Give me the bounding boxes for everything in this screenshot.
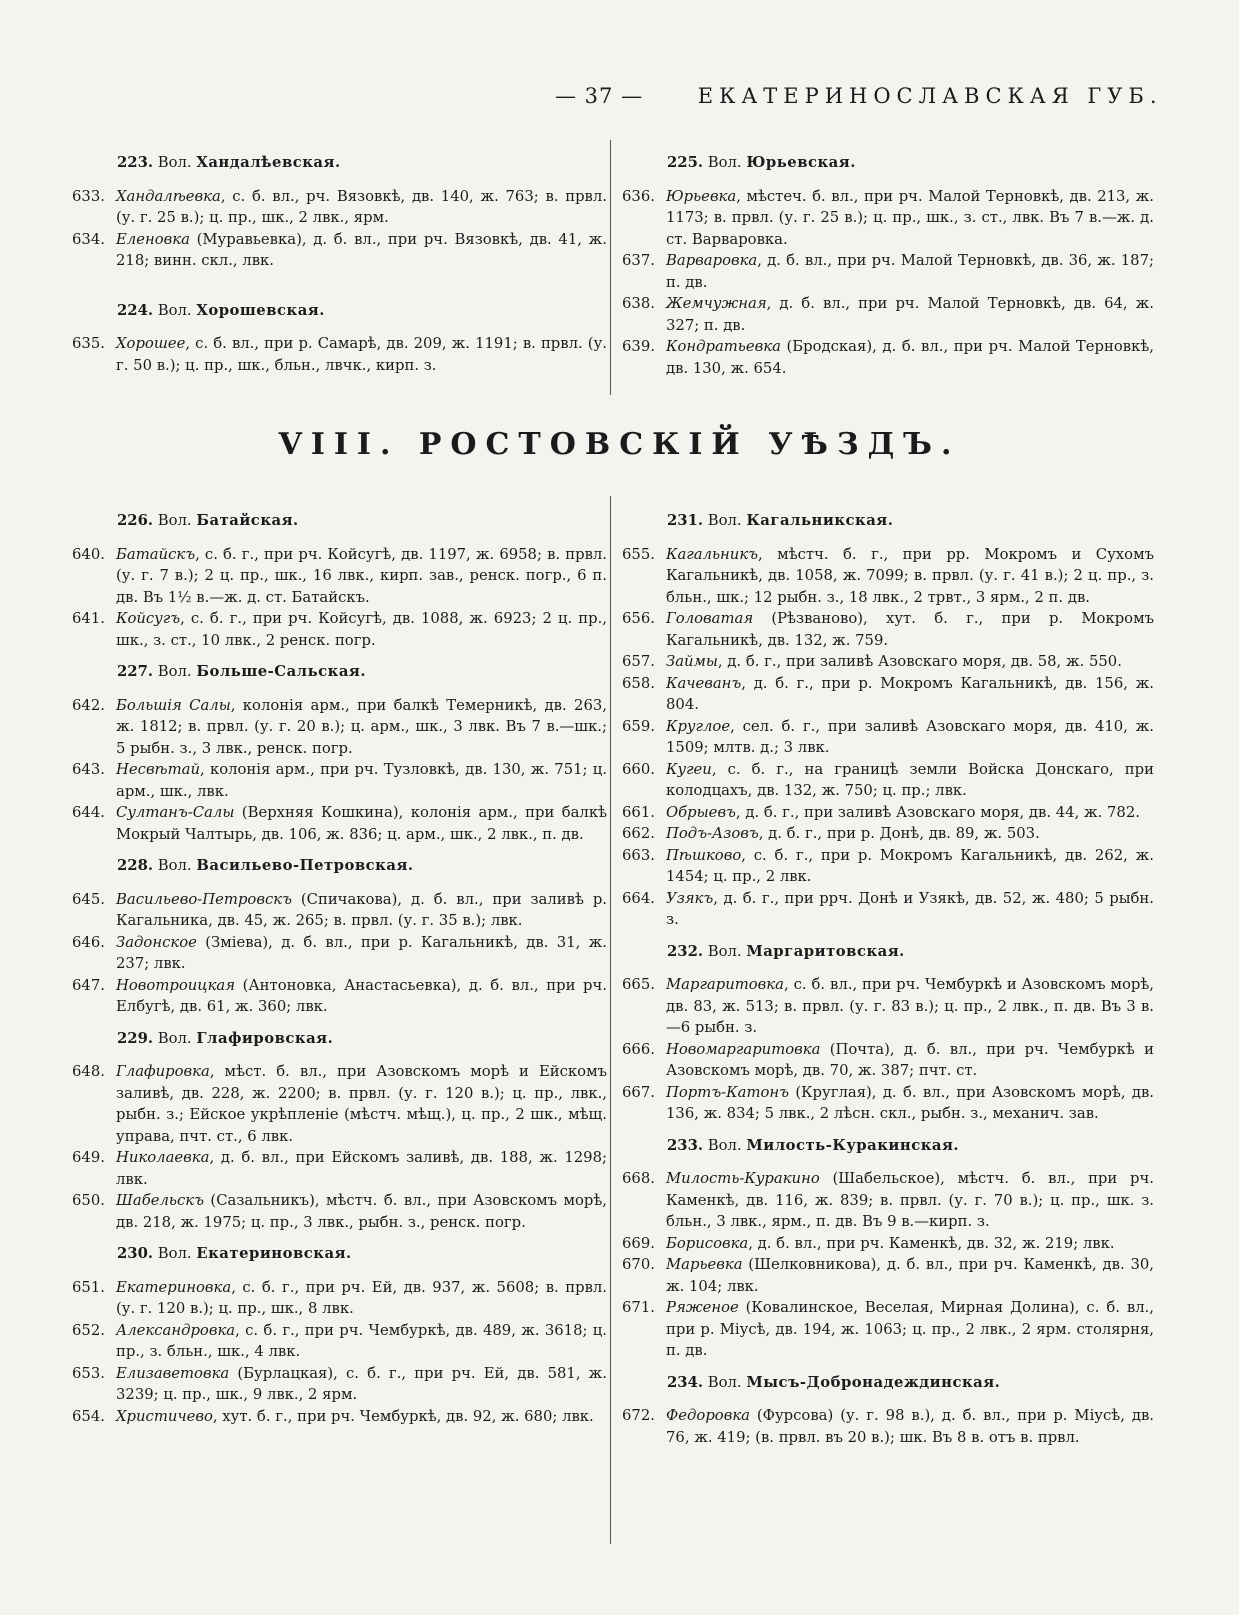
block-gap <box>72 1018 607 1028</box>
settlement-name: Головатая <box>666 610 754 627</box>
gazetteer-entry <box>72 1277 607 1320</box>
entry-text: , д. б. г., при р. Мокромъ Кагальникѣ, дв. 156, ж. 804. <box>666 674 1154 713</box>
entry-text: , д. б. вл., при рч. Каменкѣ, дв. 32, ж. 219; лвк. <box>748 1234 1115 1252</box>
entry-number: 657. <box>622 653 655 670</box>
volost-number: 227. <box>117 663 154 680</box>
volost-number: 226. <box>117 512 154 529</box>
entry-text: , мѣст. б. вл., при Азовскомъ морѣ и Ейскомъ заливѣ, дв. 228, ж. 2200; в. првл. (у. г. 120 в.); ц. пр., лвк., рыбн. з.; Ейское укрѣпленіе (мѣстч. мѣщ.), ц. пр., 2 шк., мѣщ. управа, пчт. ст., 6 лвк. <box>116 1063 607 1145</box>
entry-number: 672. <box>622 1407 655 1424</box>
entry-number: 667. <box>622 1083 655 1101</box>
entry-text: , д. б. вл., при рч. Малой Терновкѣ, дв. 64, ж. 327; п. дв. <box>666 295 1154 334</box>
volost-name: Хорошевская. <box>196 301 325 319</box>
settlement-name: Хорошее <box>116 335 186 352</box>
settlement-name: Батайскъ <box>116 545 196 563</box>
block-gap <box>72 272 607 300</box>
entry-text: (Почта), д. б. вл., при рч. Чембуркѣ и Азовскомъ морѣ, дв. 70, ж. 387; пчт. ст. <box>666 1040 1154 1079</box>
settlement-name: Узякъ <box>666 889 714 907</box>
settlement-name: Хандалѣевка <box>116 187 221 205</box>
volost-heading <box>117 855 607 877</box>
entry-number: 633. <box>72 187 105 205</box>
volost-heading <box>117 1028 607 1050</box>
settlement-name: Портъ-Катонъ <box>666 1083 789 1101</box>
gazetteer-entry <box>72 1320 607 1363</box>
block-gap <box>622 931 1154 941</box>
entry-number: 653. <box>72 1364 105 1382</box>
settlement-name: Васильево-Петровскъ <box>116 890 292 908</box>
settlement-name: Юрьевка <box>666 187 737 205</box>
entry-text: (Зміева), д. б. вл., при р. Кагальникѣ, дв. 31, ж. 237; лвк. <box>116 933 607 972</box>
entry-text: , колонія арм., при балкѣ Темерникѣ, дв. 263, ж. 1812; в. првл. (у. г. 20 в.); ц. арм., шк., 3 лвк. Въ 7 в.—шк.; 5 рыбн. з., 3 лвк., ренск. погр. <box>116 696 607 757</box>
entry-text: , хут. б. г., при рч. Чембуркѣ, дв. 92, ж. 680; лвк. <box>212 1407 594 1425</box>
entry-number: 636. <box>622 187 655 205</box>
gazetteer-entry <box>622 1082 1154 1125</box>
entry-number: 640. <box>72 545 105 563</box>
entry-text: , д. б. г., при заливѣ Азовскаго моря, дв. 44, ж. 782. <box>735 803 1140 821</box>
volost-name: Кагальникская. <box>746 512 894 529</box>
volost-name: Милость-Куракинская. <box>746 1136 960 1154</box>
running-head: ЕКАТЕРИНОСЛАВСКАЯ ГУБ. <box>697 84 1163 108</box>
gazetteer-entry <box>72 333 607 376</box>
gazetteer-entry <box>622 888 1154 931</box>
entry-number: 656. <box>622 610 655 627</box>
settlement-name: Федоровка <box>666 1407 750 1424</box>
gazetteer-entry <box>72 695 607 760</box>
volost-abbr: Вол. <box>703 154 747 171</box>
block-gap <box>72 651 607 661</box>
volost-heading <box>117 661 607 683</box>
settlement-name: Пѣшково <box>666 846 742 864</box>
gazetteer-entry <box>622 974 1154 1039</box>
settlement-name: Кондратьевка <box>666 338 781 355</box>
column-divider <box>610 496 611 1544</box>
volost-abbr: Вол. <box>703 942 747 960</box>
entry-number: 651. <box>72 1278 105 1296</box>
entry-text: , с. б. г., при рч. Ей, дв. 937, ж. 5608; в. првл. (у. г. 120 в.); ц. пр., шк., 8 лвк. <box>116 1278 607 1317</box>
settlement-name: Ряженое <box>666 1299 739 1316</box>
entry-text: , мѣстеч. б. вл., при рч. Малой Терновкѣ, дв. 213, ж. 1173; в. првл. (у. г. 25 в.); ц. пр., шк., з. ст., лвк. Въ 7 в.—ж. д. ст. Варваровка. <box>666 187 1154 248</box>
entry-number: 639. <box>622 338 655 355</box>
settlement-name: Круглое <box>666 717 731 735</box>
gazetteer-entry <box>622 1233 1154 1255</box>
gazetteer-entry <box>72 889 607 932</box>
entry-number: 660. <box>622 760 655 778</box>
gazetteer-entry <box>622 250 1154 293</box>
settlement-name: Христичево <box>116 1407 213 1425</box>
gazetteer-entry <box>622 802 1154 824</box>
volost-name: Больше-Сальская. <box>196 663 366 680</box>
volost-number: 234. <box>667 1373 704 1391</box>
gazetteer-entry <box>72 1406 607 1428</box>
volost-name: Екатериновская. <box>196 1245 352 1262</box>
entry-number: 642. <box>72 696 105 714</box>
entry-text: , с. б. г., при рч. Койсугѣ, дв. 1088, ж. 6923; 2 ц. пр., шк., з. ст., 10 лвк., 2 ренск. погр. <box>116 610 607 649</box>
gazetteer-entry <box>622 651 1154 673</box>
settlement-name: Султанъ-Салы <box>116 804 235 821</box>
entry-number: 648. <box>72 1063 105 1080</box>
settlement-name: Шабельскъ <box>116 1192 204 1209</box>
entry-number: 645. <box>72 890 105 908</box>
entry-text: (Фурсова) (у. г. 98 в.), д. б. вл., при р. Міусѣ, дв. 76, ж. 419; (в. првл. въ 20 в.); шк. Въ 8 в. отъ в. првл. <box>666 1407 1154 1446</box>
settlement-name: Александровка <box>116 1321 236 1339</box>
settlement-name: Николаевка <box>116 1149 210 1166</box>
settlement-name: Марьевка <box>666 1256 743 1273</box>
entry-number: 646. <box>72 933 105 951</box>
volost-name: Хандалѣевская. <box>196 154 341 171</box>
volost-heading <box>667 941 1154 963</box>
section-title: VIII. РОСТОВСКІЙ УѢЗДЪ. <box>278 427 961 462</box>
settlement-name: Подъ-Азовъ <box>666 825 759 842</box>
entry-number: 643. <box>72 761 105 778</box>
volost-abbr: Вол. <box>153 857 197 874</box>
gazetteer-entry <box>622 759 1154 802</box>
gazetteer-entry <box>72 1147 607 1190</box>
gazetteer-entry <box>72 802 607 845</box>
gazetteer-entry <box>72 932 607 975</box>
volost-abbr: Вол. <box>153 512 197 529</box>
entry-text: (Шелковникова), д. б. вл., при рч. Каменкѣ, дв. 30, ж. 104; лвк. <box>666 1256 1154 1295</box>
volost-heading <box>117 510 607 532</box>
gazetteer-entry <box>72 1061 607 1147</box>
volost-number: 229. <box>117 1029 154 1047</box>
column-divider <box>610 140 611 395</box>
volost-name: Васильево-Петровская. <box>196 857 414 874</box>
entry-number: 662. <box>622 825 655 842</box>
entry-text: , с. б. вл., при рч. Чембуркѣ и Азовскомъ морѣ, дв. 83, ж. 513; в. првл. (у. г. 83 в.); ц. пр., 2 лвк., п. дв. Въ 3 в.—6 рыбн. з. <box>666 976 1154 1036</box>
entry-number: 659. <box>622 717 655 735</box>
volost-name: Юрьевская. <box>746 154 856 171</box>
settlement-name: Елизаветовка <box>116 1364 230 1382</box>
entry-number: 664. <box>622 889 655 907</box>
entry-number: 634. <box>72 230 105 248</box>
volost-abbr: Вол. <box>153 1245 197 1262</box>
top-left-column <box>72 152 607 376</box>
entry-text: (Спичакова), д. б. вл., при заливѣ р. Кагальника, дв. 45, ж. 265; в. првл. (у. г. 35 в.); лвк. <box>116 890 607 929</box>
entry-number: 649. <box>72 1149 105 1166</box>
settlement-name: Жемчужная <box>666 295 767 312</box>
settlement-name: Обрыевъ <box>666 803 736 821</box>
gazetteer-entry <box>622 845 1154 888</box>
settlement-name: Займы <box>666 653 718 670</box>
gazetteer-entry <box>72 1363 607 1406</box>
entry-number: 663. <box>622 846 655 864</box>
gazetteer-entry <box>622 716 1154 759</box>
entry-number: 637. <box>622 252 655 269</box>
entry-number: 666. <box>622 1040 655 1058</box>
settlement-name: Койсугъ <box>116 610 181 627</box>
volost-heading <box>667 510 1154 532</box>
settlement-name: Еленовка <box>116 230 190 248</box>
entry-text: , д. б. г., при р. Донѣ, дв. 89, ж. 503. <box>758 825 1040 842</box>
entry-text: (Ковалинское, Веселая, Мирная Долина), с. б. вл., при р. Міусѣ, дв. 194, ж. 1063; ц. пр., 2 лвк., 2 ярм. столярня, п. дв. <box>666 1299 1154 1359</box>
settlement-name: Новотроицкая <box>116 976 236 994</box>
volost-heading <box>667 1372 1154 1394</box>
volost-number: 233. <box>667 1136 704 1154</box>
entry-number: 654. <box>72 1407 105 1425</box>
entry-number: 641. <box>72 610 105 627</box>
gazetteer-entry <box>622 1405 1154 1448</box>
entry-number: 661. <box>622 803 655 821</box>
gazetteer-entry <box>72 1190 607 1233</box>
entry-number: 655. <box>622 545 655 563</box>
gazetteer-entry <box>622 293 1154 336</box>
bottom-right-column <box>622 510 1154 1448</box>
gazetteer-entry <box>622 1039 1154 1082</box>
entry-text: , с. б. г., при рч. Чембуркѣ, дв. 489, ж. 3618; ц. пр., з. бльн., шк., 4 лвк. <box>116 1321 607 1360</box>
gazetteer-entry <box>622 1254 1154 1297</box>
gazetteer-entry <box>622 336 1154 379</box>
block-gap <box>72 845 607 855</box>
volost-number: 228. <box>117 857 154 874</box>
settlement-name: Кугеи <box>666 760 712 778</box>
entry-text: , д. б. г., при ррч. Донѣ и Узякѣ, дв. 52, ж. 480; 5 рыбн. з. <box>666 889 1154 928</box>
settlement-name: Варваровка <box>666 252 758 269</box>
volost-heading <box>117 1243 607 1265</box>
settlement-name: Большія Салы <box>116 696 231 714</box>
block-gap <box>622 1125 1154 1135</box>
entry-number: 668. <box>622 1170 655 1187</box>
gazetteer-entry <box>622 544 1154 609</box>
block-gap <box>72 1233 607 1243</box>
gazetteer-entry <box>622 608 1154 651</box>
gazetteer-entry <box>622 823 1154 845</box>
volost-number: 224. <box>117 301 154 319</box>
entry-text: (Верхняя Кошкина), колонія арм., при балкѣ Мокрый Чалтырь, дв. 106, ж. 836; ц. арм., шк., 2 лвк., п. дв. <box>116 804 607 843</box>
gazetteer-entry <box>622 186 1154 251</box>
bottom-left-column <box>72 510 607 1427</box>
entry-text: (Рѣзвановo), хут. б. г., при р. Мокромъ Кагальникѣ, дв. 132, ж. 759. <box>666 610 1154 649</box>
volost-heading <box>667 152 1154 174</box>
entry-text: (Сазальникъ), мѣстч. б. вл., при Азовскомъ морѣ, дв. 218, ж. 1975; ц. пр., 3 лвк., рыбн. з., ренск. погр. <box>116 1192 607 1231</box>
volost-abbr: Вол. <box>153 154 197 171</box>
entry-text: (Шабельское), мѣстч. б. вл., при рч. Каменкѣ, дв. 116, ж. 839; в. првл. (у. г. 70 в.); ц. пр., шк. з. бльн., 3 лвк., ярм., п. дв. Въ 9 в.—кирп. з. <box>666 1170 1154 1230</box>
entry-number: 652. <box>72 1321 105 1339</box>
settlement-name: Маргаритовка <box>666 976 784 993</box>
entry-number: 670. <box>622 1256 655 1273</box>
entry-number: 665. <box>622 976 655 993</box>
volost-name: Маргаритовская. <box>746 942 905 960</box>
entry-text: (Круглая), д. б. вл., при Азовскомъ морѣ, дв. 136, ж. 834; 5 лвк., 2 лѣсн. скл., рыбн. з., механич. зав. <box>666 1083 1154 1122</box>
entry-text: , с. б. вл., рч. Вязовкѣ, дв. 140, ж. 763; в. првл. (у. г. 25 в.); ц. пр., шк., 2 лвк., ярм. <box>116 187 607 226</box>
entry-text: , колонія арм., при рч. Тузловкѣ, дв. 130, ж. 751; ц. арм., шк., лвк. <box>116 761 607 800</box>
entry-text: (Бурлацкая), с. б. г., при рч. Ей, дв. 581, ж. 3239; ц. пр., шк., 9 лвк., 2 ярм. <box>116 1364 607 1403</box>
entry-text: , с. б. г., при р. Мокромъ Кагальникѣ, дв. 262, ж. 1454; ц. пр., 2 лвк. <box>666 846 1154 885</box>
entry-text: , с. б. г., при рч. Койсугѣ, дв. 1197, ж. 6958; в. првл. (у. г. 7 в.); 2 ц. пр., шк., 16 лвк., кирп. зав., ренск. погр., 6 п. дв. Въ 1½ в.—ж. д. ст. Батайскъ. <box>116 545 607 606</box>
volost-number: 223. <box>117 154 154 171</box>
gazetteer-entry <box>72 975 607 1018</box>
volost-number: 225. <box>667 154 704 171</box>
entry-text: , д. б. вл., при Ейскомъ заливѣ, дв. 188, ж. 1298; лвк. <box>116 1149 607 1188</box>
entry-text: (Муравьевка), д. б. вл., при рч. Вязовкѣ, дв. 41, ж. 218; винн. скл., лвк. <box>116 230 607 269</box>
entry-number: 635. <box>72 335 105 352</box>
settlement-name: Качеванъ <box>666 674 742 692</box>
volost-number: 232. <box>667 942 704 960</box>
entry-number: 671. <box>622 1299 655 1316</box>
volost-name: Мысъ-Добронадеждинская. <box>746 1373 1001 1391</box>
settlement-name: Несвѣтай <box>116 761 200 778</box>
entry-number: 658. <box>622 674 655 692</box>
page-header <box>555 84 1163 108</box>
settlement-name: Милость-Куракино <box>666 1170 820 1187</box>
page-number: — 37 — <box>555 84 644 108</box>
gazetteer-entry <box>72 229 607 272</box>
gazetteer-entry <box>622 1168 1154 1233</box>
volost-abbr: Вол. <box>153 301 197 319</box>
volost-name: Батайская. <box>196 512 299 529</box>
entry-text: , сел. б. г., при заливѣ Азовскаго моря, дв. 410, ж. 1509; млтв. д.; 3 лвк. <box>666 717 1154 756</box>
volost-abbr: Вол. <box>153 1029 197 1047</box>
entry-text: (Антоновка, Анастасьевка), д. б. вл., при рч. Елбугѣ, дв. 61, ж. 360; лвк. <box>116 976 607 1015</box>
entry-text: , с. б. вл., при р. Самарѣ, дв. 209, ж. 1191; в. првл. (у. г. 50 в.); ц. пр., шк., бльн., лвчк., кирп. з. <box>116 335 607 374</box>
entry-number: 644. <box>72 804 105 821</box>
entry-number: 650. <box>72 1192 105 1209</box>
entry-number: 647. <box>72 976 105 994</box>
volost-name: Глафировская. <box>196 1029 334 1047</box>
gazetteer-entry <box>72 608 607 651</box>
volost-number: 231. <box>667 512 704 529</box>
volost-abbr: Вол. <box>153 663 197 680</box>
settlement-name: Екатериновка <box>116 1278 232 1296</box>
volost-heading <box>117 300 607 322</box>
settlement-name: Задонское <box>116 933 197 951</box>
volost-abbr: Вол. <box>703 1136 747 1154</box>
gazetteer-entry <box>622 1297 1154 1362</box>
entry-text: (Бродская), д. б. вл., при рч. Малой Терновкѣ, дв. 130, ж. 654. <box>666 338 1154 377</box>
entry-text: , с. б. г., на границѣ земли Войска Донскаго, при колодцахъ, дв. 132, ж. 750; ц. пр.; лвк. <box>666 760 1154 799</box>
volost-number: 230. <box>117 1245 154 1262</box>
volost-heading <box>667 1135 1154 1157</box>
entry-text: , мѣстч. б. г., при рр. Мокромъ и Сухомъ Кагальникѣ, дв. 1058, ж. 7099; в. првл. (у. г. 41 в.); 2 ц. пр., з. бльн., шк.; 12 рыбн. з., 18 лвк., 2 трвт., 3 ярм., 2 п. дв. <box>666 545 1154 606</box>
settlement-name: Борисовка <box>666 1234 749 1252</box>
entry-number: 669. <box>622 1234 655 1252</box>
entry-number: 638. <box>622 295 655 312</box>
settlement-name: Кагальникъ <box>666 545 759 563</box>
entry-text: , д. б. вл., при рч. Малой Терновкѣ, дв. 36, ж. 187; п. дв. <box>666 252 1154 291</box>
gazetteer-entry <box>622 673 1154 716</box>
volost-abbr: Вол. <box>703 1373 747 1391</box>
settlement-name: Новомаргаритовка <box>666 1040 821 1058</box>
top-right-column <box>622 152 1154 379</box>
gazetteer-entry <box>72 759 607 802</box>
volost-abbr: Вол. <box>703 512 747 529</box>
settlement-name: Глафировка <box>116 1063 210 1080</box>
volost-heading <box>117 152 607 174</box>
block-gap <box>622 1362 1154 1372</box>
entry-text: , д. б. г., при заливѣ Азовскаго моря, дв. 58, ж. 550. <box>717 653 1122 670</box>
gazetteer-entry <box>72 186 607 229</box>
gazetteer-entry <box>72 544 607 609</box>
